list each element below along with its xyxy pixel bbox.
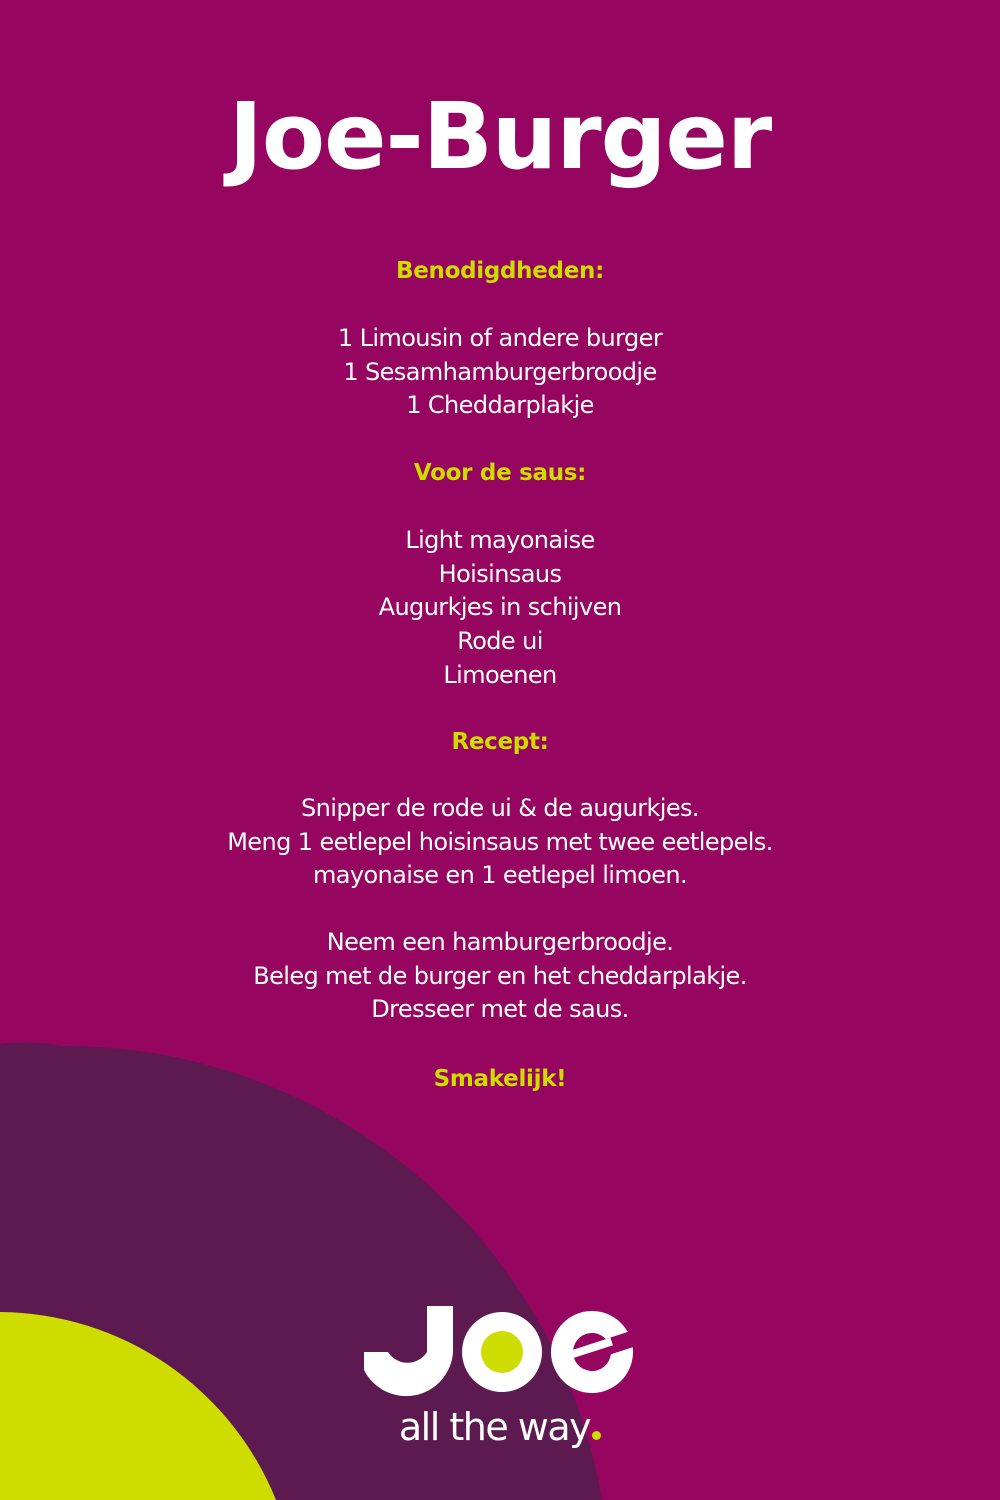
sauce-list-block xyxy=(0,524,1000,693)
ingredients-section xyxy=(0,254,1000,288)
recipe-paragraph xyxy=(0,792,1000,893)
list-item: Rode ui xyxy=(457,627,543,656)
tagline-text: all the way xyxy=(398,1405,591,1449)
ingredients-list-block xyxy=(0,322,1000,423)
recipe-section xyxy=(0,725,1000,759)
closing-section xyxy=(0,1062,1000,1096)
recipe-line: Snipper de rode ui & de augurkjes. xyxy=(301,794,699,822)
list-item: 1 Sesamhamburgerbroodje xyxy=(343,357,657,386)
recipe-steps-2 xyxy=(0,926,1000,1027)
logo-o-center-dot xyxy=(481,1331,523,1373)
recipe-line: Neem een hamburgerbroodje. xyxy=(326,928,674,956)
recipe-line: Dresseer met de saus. xyxy=(371,995,629,1024)
closing-text: Smakelijk! xyxy=(433,1066,567,1092)
recipe-heading: Recept: xyxy=(451,729,549,755)
page-title: Joe-Burger xyxy=(228,83,772,190)
logo-tagline xyxy=(360,1404,640,1450)
tagline-dot xyxy=(592,1431,601,1440)
list-item: Augurkjes in schijven xyxy=(378,593,622,622)
sauce-list xyxy=(0,524,1000,693)
list-item: Limoenen xyxy=(443,660,557,689)
joe-logo xyxy=(360,1300,640,1460)
ingredients-list xyxy=(0,322,1000,423)
recipe-line: Beleg met de burger en het cheddarplakje. xyxy=(253,961,747,990)
sauce-section xyxy=(0,456,1000,490)
list-item: 1 Limousin of andere burger xyxy=(337,324,663,352)
joe-wordmark xyxy=(360,1300,640,1400)
ingredients-heading: Benodigdheden: xyxy=(396,258,604,284)
recipe-line: mayonaise en 1 eetlepel limoen. xyxy=(312,861,688,890)
list-item: Hoisinsaus xyxy=(438,559,562,588)
recipe-steps-1 xyxy=(0,792,1000,893)
recipe-paragraph xyxy=(0,926,1000,1027)
logo-letter-e xyxy=(540,1300,640,1400)
logo-letter-j xyxy=(364,1306,453,1396)
list-item: Light mayonaise xyxy=(405,526,595,554)
sauce-heading: Voor de saus: xyxy=(413,460,587,486)
recipe-line: Meng 1 eetlepel hoisinsaus met twee eetlepels. xyxy=(227,827,773,856)
list-item: 1 Cheddarplakje xyxy=(406,391,594,420)
